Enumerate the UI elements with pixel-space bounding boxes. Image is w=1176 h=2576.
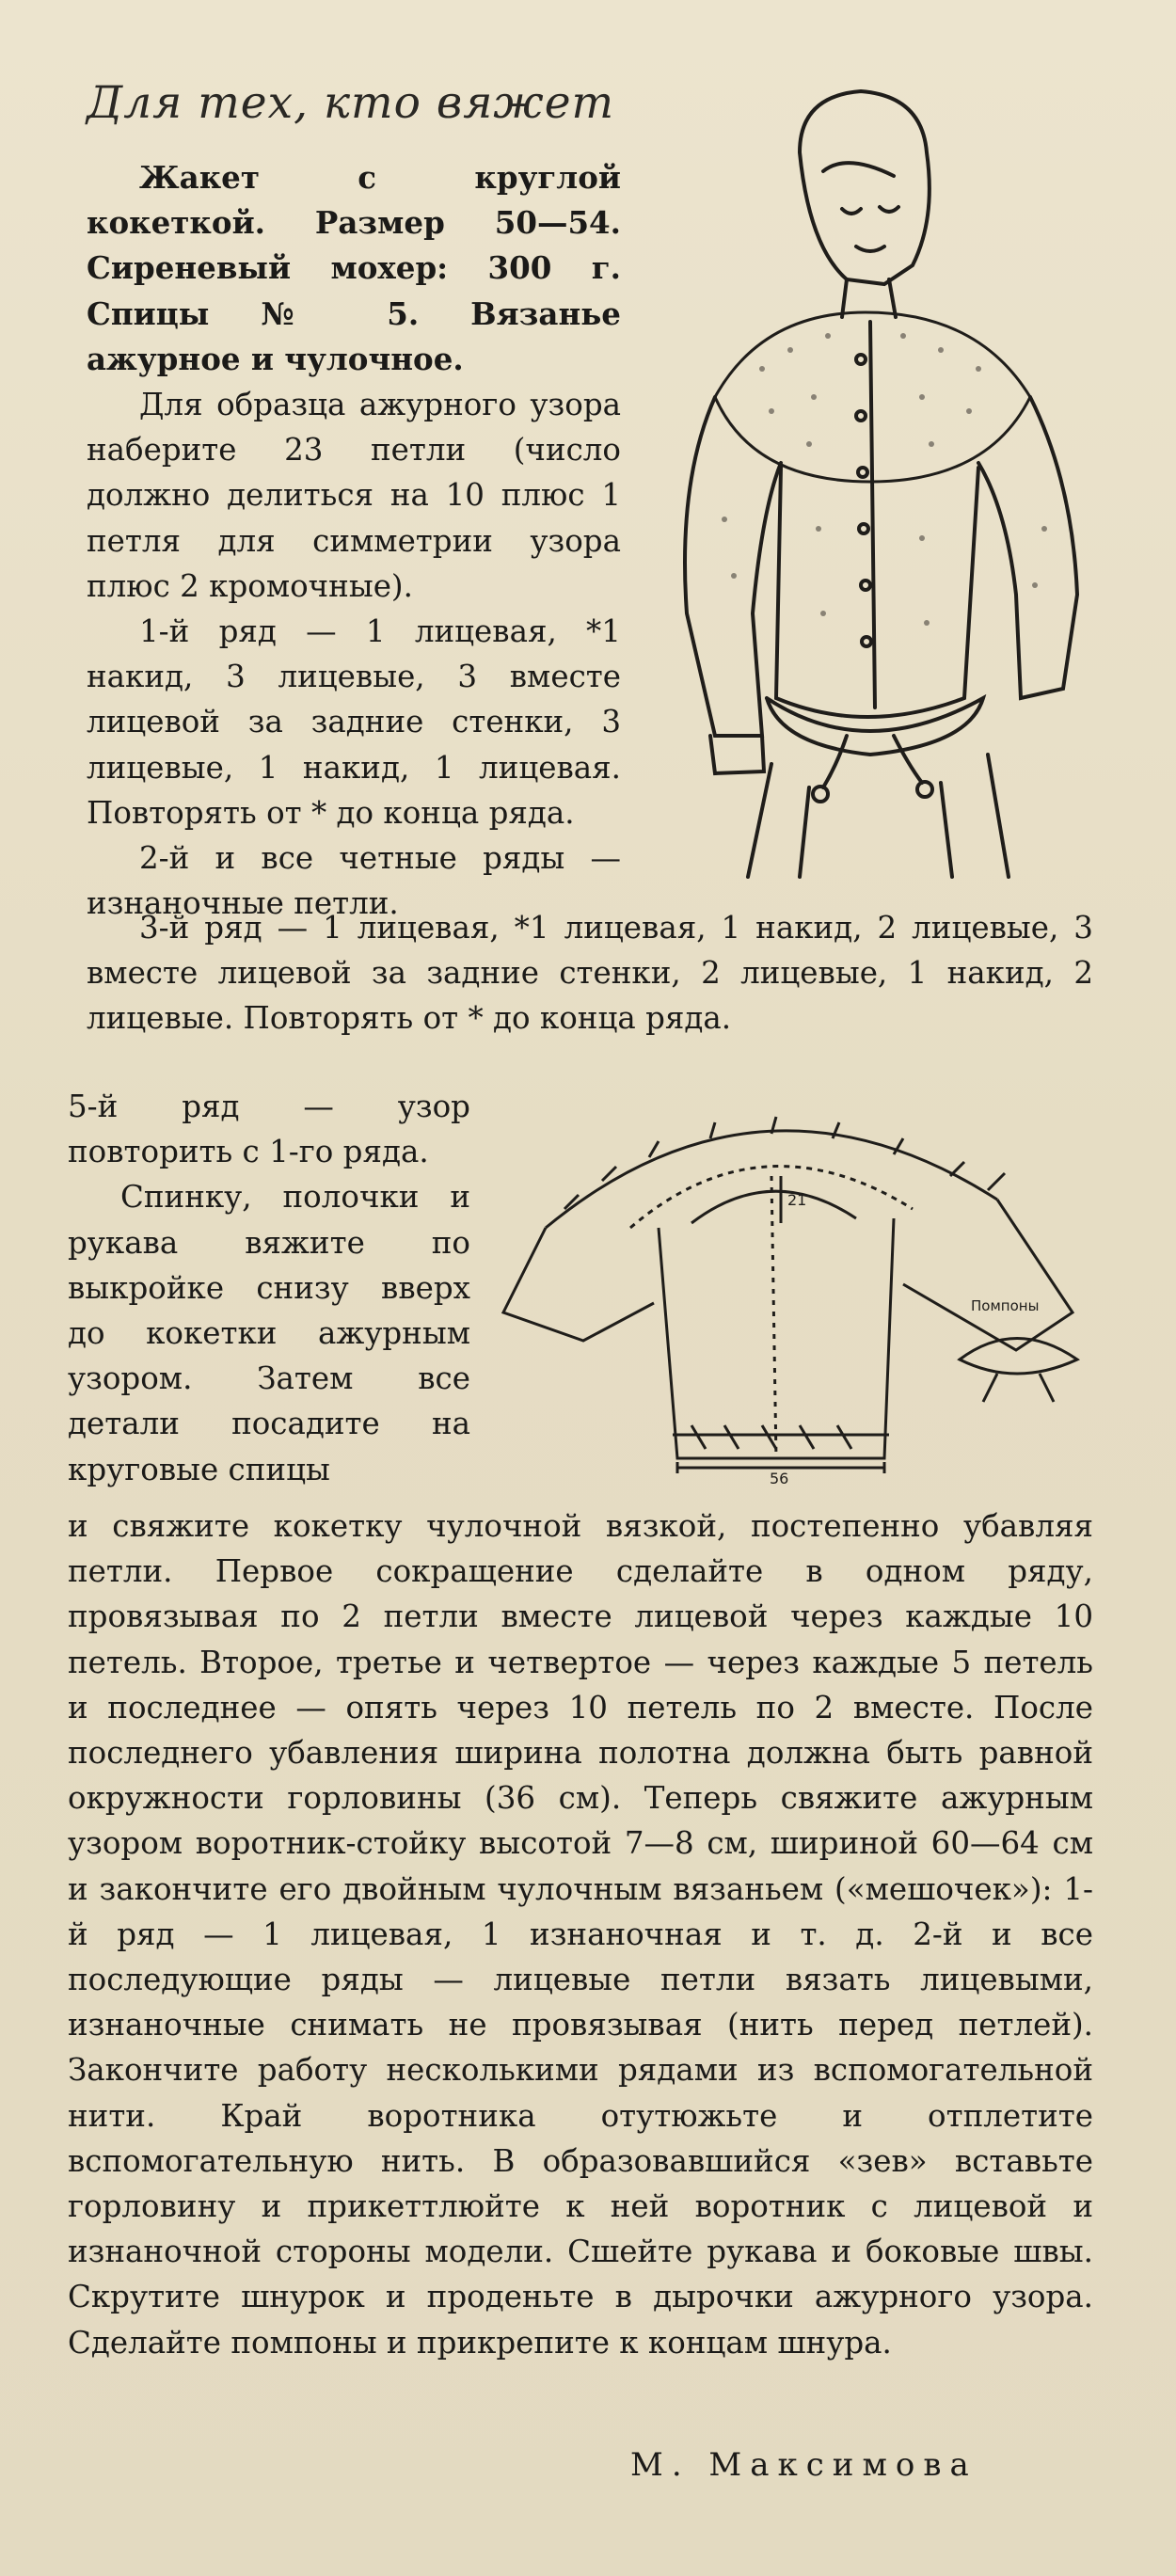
diagram-pompom-label: Помпоны (971, 1297, 1040, 1314)
paragraph-model: Жакет с круглой кокеткой. Размер 50—54. Сиреневый мохер: 300 г. Спицы № 5. Вязанье ажурное и чулочное. (87, 159, 621, 377)
paragraph-row-5: 5-й ряд — узор повторить с 1-го ряда. (68, 1089, 470, 1170)
paragraph-row-2: 2-й и все четные ряды — изнаночные петли. (87, 840, 621, 922)
paragraph-assembly: и свяжите кокетку чулочной вязкой, постепенно убавляя петли. Первое сокращение сделайте в одном ряду, провязывая по 2 петли вместе лицевой через каждые 10 петель. Второе, третье и четвертое — через каждые 5 петель и последнее — опять через 10 петель по 2 вместе. После последнего убавления ширина полотна должна быть равной окружности горловины (36 см). Теперь свяжите ажурным узором воротник-стойку высотой 7—8 см, шириной 60—64 см и закончите его двойным чулочным вязаньем («мешочек»): 1-й ряд — 1 лицевая, 1 изнаночная и т. д. 2-й и все последующие ряды — лицевые петли вязать лицевыми, изнаночные снимать не провязывая (нить перед петлей). Закончите работу несколькими рядами из вспомогательной нити. Край воротника отутюжьте и отплетите вспомогательную нить. В образовавшийся «зев» вставьте горловину и прикеттлюйте к ней воротник с лицевой и изнаночной стороны модели. Сшейте рукава и боковые швы. Скрутите шнурок и проденьте в дырочки ажурного узора. Сделайте помпоны и прикрепите к концам шнура. (68, 1508, 1093, 2361)
pattern-schematic (489, 1087, 1091, 1491)
paragraph-assembly-start: Спинку, полочки и рукава вяжите по выкройке снизу вверх до кокетки ажурным узором. Затем все детали посадите на круговые спицы (68, 1179, 470, 1487)
diagram-side-column (68, 1084, 470, 1492)
pattern-diagram (489, 1087, 1091, 1491)
row-3-block (87, 905, 1093, 1042)
diagram-width-label: 56 (770, 1470, 789, 1487)
paragraph-row-3: 3-й ряд — 1 лицевая, *1 лицевая, 1 накид, 2 лицевые, 3 вместе лицевой за задние стенки, 2 лицевые, 1 накид, 2 лицевые. Повторять от * до конца ряда. (87, 910, 1093, 1037)
intro-column (87, 155, 621, 926)
paragraph-sample: Для образца ажурного узора наберите 23 петли (число должно делиться на 10 плюс 1 петля для симметрии узора плюс 2 кромочные). (87, 387, 621, 604)
diagram-depth-label: 21 (787, 1191, 807, 1209)
assembly-column (68, 1503, 1093, 2365)
section-heading: Для тех, кто вяжет (87, 77, 615, 129)
author-signature: М. Максимова (630, 2446, 977, 2484)
jacket-drawing (659, 87, 1101, 896)
jacket-illustration (659, 87, 1101, 896)
paragraph-row-1: 1-й ряд — 1 лицевая, *1 накид, 3 лицевые, 3 вместе лицевой за задние стенки, 3 лицевые, 1 накид, 1 лицевая. Повторять от * до конца ряда. (87, 613, 621, 831)
